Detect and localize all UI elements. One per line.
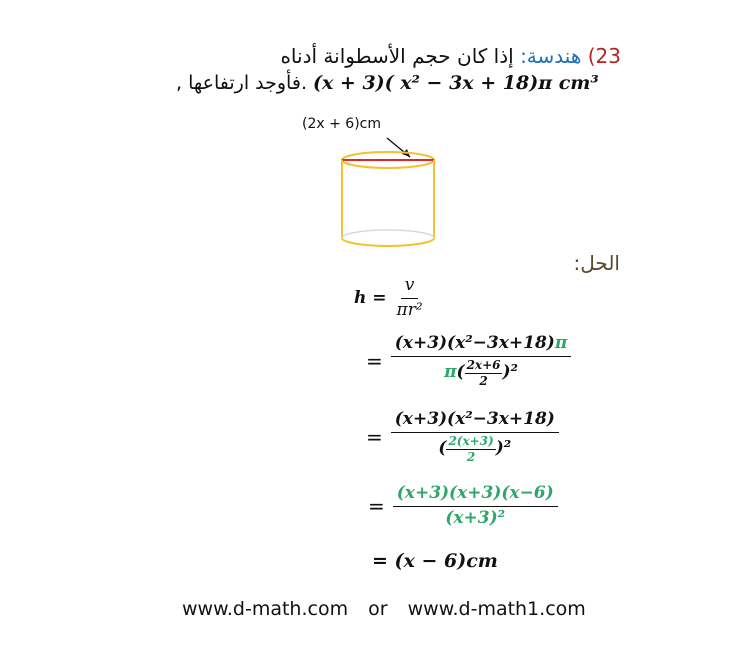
step-2-fraction [391, 334, 572, 388]
problem-line-1 [280, 44, 621, 68]
step-2-denominator-pi: π [444, 362, 457, 383]
step-5-result: = (x − 6)cm [372, 550, 498, 572]
footer [182, 598, 586, 620]
step-1-denominator: πr² [396, 299, 423, 320]
footer-or: or [368, 598, 388, 620]
diameter-label: (2x + 6)cm [302, 116, 381, 132]
step-4-fraction [393, 484, 558, 528]
step-2-numerator-pi: π [554, 333, 568, 353]
solution-heading: الحل: [573, 251, 620, 275]
step-1 [354, 276, 427, 320]
step-2 [366, 334, 571, 388]
step-1-lhs: h = [354, 288, 387, 309]
problem-question-tail: , فأوجد ارتفاعها. [176, 72, 307, 94]
step-1-fraction [393, 276, 427, 320]
step-3-den-close: )² [495, 438, 512, 459]
step-4-numerator [393, 484, 558, 507]
step-3-den-open: ( [438, 438, 447, 459]
step-3-fraction [391, 410, 559, 464]
step-4-equals: = [368, 494, 385, 519]
step-3-numerator: (x+3)(x²−3x+18) [391, 410, 559, 433]
footer-site-2[interactable]: www.d-math1.com [407, 598, 586, 620]
step-3-radius-den: 2 [466, 449, 476, 464]
step-2-radius-den: 2 [479, 373, 488, 388]
step-4-denominator: (x+3)² [445, 507, 506, 528]
cylinder-diagram [330, 126, 450, 266]
cylinder-base-front [342, 238, 434, 246]
step-2-radius-num: 2x+6 [465, 359, 503, 374]
step-2-radius-fraction [465, 359, 503, 388]
step-3-radius-num: 2(x+3) [446, 435, 495, 450]
problem-line-2 [176, 72, 599, 94]
problem-number: 23) [587, 44, 621, 68]
step-3-radius-fraction [446, 435, 495, 464]
step-4 [368, 484, 558, 528]
step-2-den-close: )² [502, 362, 518, 383]
step-2-den-open: ( [456, 362, 465, 383]
problem-topic: هندسة: [520, 44, 582, 68]
step-1-numerator: v [401, 276, 419, 299]
problem-statement: إذا كان حجم الأسطوانة أدناه [280, 44, 514, 68]
step-2-numerator: (x+3)(x²−3x+18) [394, 333, 555, 353]
step-2-equals: = [366, 348, 383, 373]
step-3-equals: = [366, 424, 383, 449]
volume-expression: (x + 3)( x² − 3x + 18)π cm³ [312, 72, 599, 94]
cylinder-base-back [342, 230, 434, 238]
step-4-numerator-text: (x+3)(x+3)(x−6) [396, 483, 554, 503]
step-3 [366, 410, 559, 464]
footer-site-1[interactable]: www.d-math.com [182, 598, 349, 620]
